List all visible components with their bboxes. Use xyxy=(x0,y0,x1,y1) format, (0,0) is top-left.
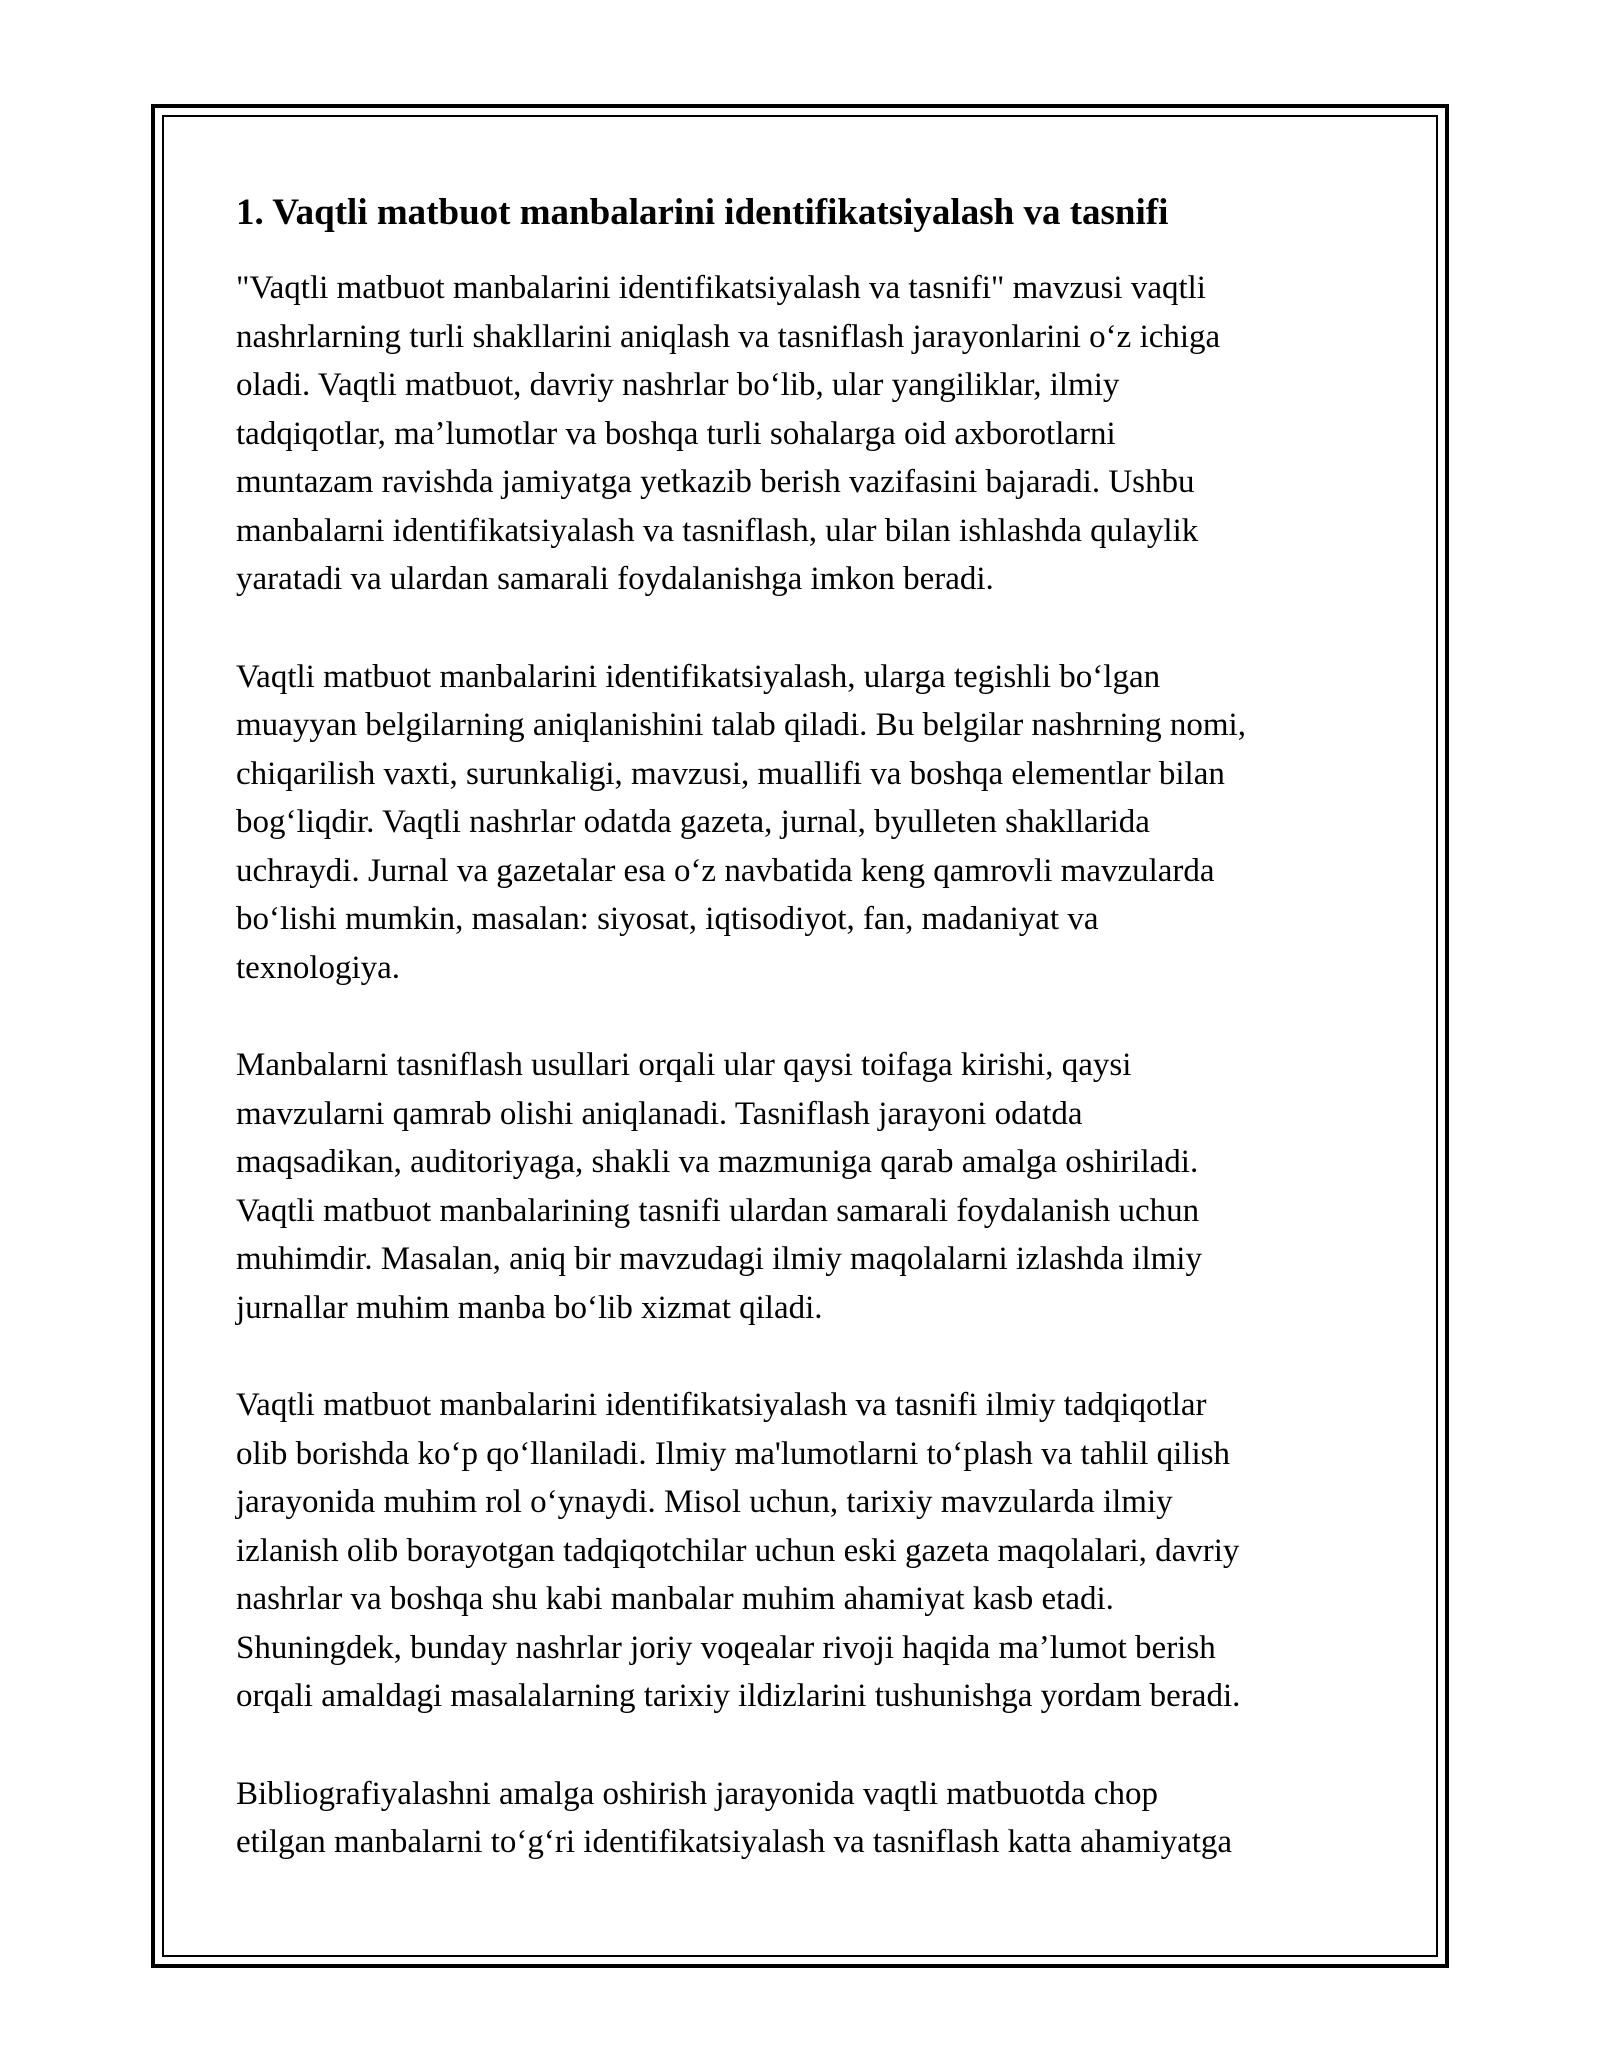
text-line: etilgan manbalarni toʻgʻri identifikatsiyalash va tasniflash katta ahamiyatga xyxy=(236,1824,1233,1860)
text-line: oladi. Vaqtli matbuot, davriy nashrlar boʻlib, ular yangiliklar, ilmiy xyxy=(236,367,1120,403)
text-line: muntazam ravishda jamiyatga yetkazib berish vazifasini bajaradi. Ushbu xyxy=(236,464,1195,500)
text-line: Vaqtli matbuot manbalarini identifikatsiyalash va tasnifi ilmiy tadqiqotlar xyxy=(236,1387,1207,1423)
text-line: Vaqtli matbuot manbalarini identifikatsiyalash, ularga tegishli boʻlgan xyxy=(236,658,1161,695)
paragraph-5 xyxy=(236,1770,1366,1867)
text-line: orqali amaldagi masalalarning tarixiy ildizlarini tushunishga yordam beradi. xyxy=(236,1678,1241,1714)
text-line: Vaqtli matbuot manbalarining tasnifi ulardan samarali foydalanish uchun xyxy=(236,1192,1200,1229)
paragraph-1 xyxy=(236,264,1366,604)
text-line: uchraydi. Jurnal va gazetalar esa oʻz navbatida keng qamrovli mavzularda xyxy=(236,852,1215,889)
paragraph-3 xyxy=(236,1041,1366,1332)
text-line: mavzularni qamrab olishi aniqlanadi. Tasniflash jarayoni odatda xyxy=(236,1095,1083,1132)
document-body xyxy=(236,190,1366,1916)
text-line: chiqarilish vaxti, surunkaligi, mavzusi, muallifi va boshqa elementlar bilan xyxy=(236,755,1225,792)
text-line: nashrlar va boshqa shu kabi manbalar muhim ahamiyat kasb etadi. xyxy=(236,1581,1114,1617)
section-heading: 1. Vaqtli matbuot manbalarini identifikatsiyalash va tasnifi xyxy=(236,192,1169,233)
text-line: Shuningdek, bunday nashrlar joriy voqealar rivoji haqida maʼlumot berish xyxy=(236,1629,1216,1666)
text-line: manbalarni identifikatsiyalash va tasniflash, ular bilan ishlashda qulaylik xyxy=(236,512,1199,549)
text-line: olib borishda koʻp qoʻllaniladi. Ilmiy ma'lumotlarni toʻplash va tahlil qilish xyxy=(236,1435,1230,1472)
text-line: jurnallar muhim manba boʻlib xizmat qiladi. xyxy=(236,1289,823,1326)
paragraph-2 xyxy=(236,653,1366,993)
text-line: boʻlishi mumkin, masalan: siyosat, iqtisodiyot, fan, madaniyat va xyxy=(236,901,1099,937)
paragraph-4 xyxy=(236,1381,1366,1721)
text-line: jarayonida muhim rol oʻynaydi. Misol uchun, tarixiy mavzularda ilmiy xyxy=(236,1484,1173,1520)
text-line: muayyan belgilarning aniqlanishini talab qiladi. Bu belgilar nashrning nomi, xyxy=(236,707,1246,743)
text-line: yaratadi va ulardan samarali foydalanishga imkon beradi. xyxy=(236,561,994,597)
text-line: muhimdir. Masalan, aniq bir mavzudagi ilmiy maqolalarni izlashda ilmiy xyxy=(236,1241,1202,1277)
text-line: "Vaqtli matbuot manbalarini identifikatsiyalash va tasnifi" mavzusi vaqtli xyxy=(236,270,1206,306)
text-line: Bibliografiyalashni amalga oshirish jarayonida vaqtli matbuotda chop xyxy=(236,1775,1158,1812)
text-line: tadqiqotlar, maʼlumotlar va boshqa turli sohalarga oid axborotlarni xyxy=(236,415,1116,452)
text-line: maqsadikan, auditoriyaga, shakli va mazmuniga qarab amalga oshiriladi. xyxy=(236,1144,1199,1180)
text-line: texnologiya. xyxy=(236,949,401,986)
text-line: bogʻliqdir. Vaqtli nashrlar odatda gazeta, jurnal, byulleten shakllarida xyxy=(236,804,1150,840)
text-line: nashrlarning turli shakllarini aniqlash va tasniflash jarayonlarini oʻz ichiga xyxy=(236,318,1221,355)
text-line: izlanish olib borayotgan tadqiqotchilar uchun eski gazeta maqolalari, davriy xyxy=(236,1532,1240,1569)
text-line: Manbalarni tasniflash usullari orqali ular qaysi toifaga kirishi, qaysi xyxy=(236,1047,1132,1083)
